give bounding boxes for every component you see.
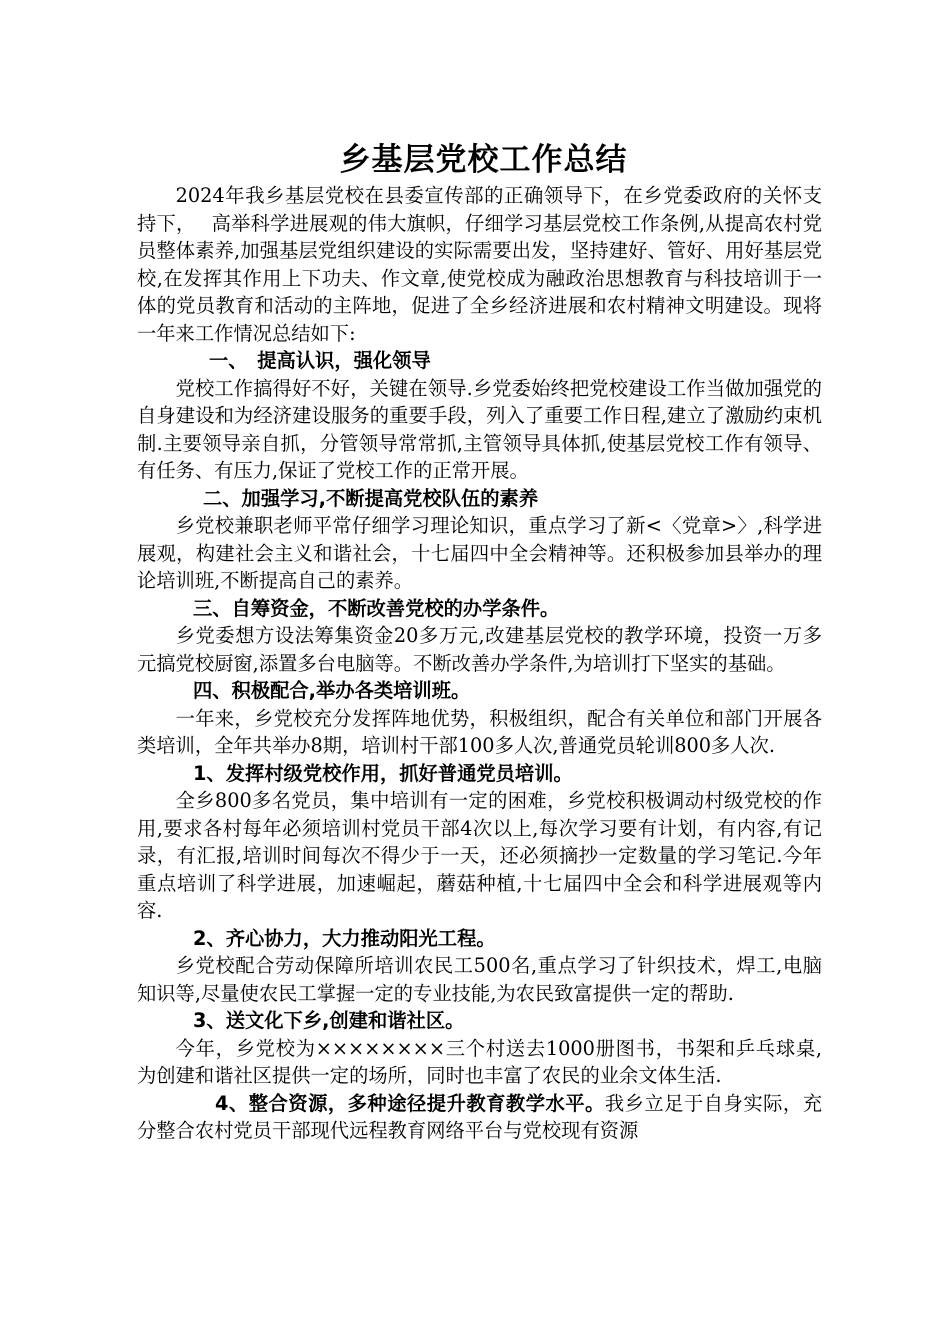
subsection-heading-1: 1、发挥村级党校作用，抓好普通党员培训。 (193, 761, 573, 785)
section-heading-1: 一、 提高认识，强化领导 (209, 349, 431, 372)
subsection-body-4: 我乡立足于自身实际，充分整合农村党员干部现代远程教育网络平台与党校现有资源 (137, 1091, 822, 1142)
document-title: 乡基层党校工作总结 (339, 142, 628, 178)
subsection-body-3: 今年，乡党校为××××××××三个村送去1000册图书，书架和乒乓球桌,为创建和谐社区提供一定的场所，同时也丰富了农民的业余文体生活. (137, 1036, 822, 1087)
section-heading-3: 三、自筹资金，不断改善党校的办学条件。 (193, 596, 560, 620)
section-body-4: 一年来，乡党校充分发挥阵地优势，积极组织，配合有关单位和部门开展各类培训，全年共举办8期，培训村干部100多人次,普通党员轮训800多人次. (137, 706, 822, 757)
section-heading-4: 四、积极配合,举办各类培训班。 (193, 679, 471, 702)
section-body-2: 乡党校兼职老师平常仔细学习理论知识，重点学习了新<〈党章>〉,科学进展观，构建社会主义和谐社会，十七届四中全会精神等。还积极参加县举办的理论培训班,不断提高自己的素养。 (137, 514, 822, 592)
subsection-body-2: 乡党校配合劳动保障所培训农民工500名,重点学习了针织技术，焊工,电脑知识等,尽量使农民工掌握一定的专业技能,为农民致富提供一定的帮助. (137, 954, 822, 1005)
subsection-heading-3: 3、送文化下乡,创建和谐社区。 (193, 1009, 465, 1032)
document-page (137, 138, 822, 1145)
subsection-4 (137, 1090, 822, 1145)
section-body-3: 乡党委想方设法筹集资金20多万元,改建基层党校的教学环境，投资一万多元搞党校厨窗,添置多台电脑等。不断改善办学条件,为培训打下坚实的基础。 (137, 624, 822, 675)
subsection-heading-4: 4、整合资源，多种途径提升教育教学水平。 (215, 1091, 605, 1115)
section-heading-2: 二、加强学习,不断提高党校队伍的素养 (203, 486, 539, 510)
section-body-1: 党校工作搞得好不好，关键在领导.乡党委始终把党校建设工作当做加强党的自身建设和为经济建设服务的重要手段，列入了重要工作日程,建立了激励约束机制.主要领导亲自抓，分管领导常常抓,主管领导具体抓,使基层党校工作有领导、有任务、有压力,保证了党校工作的正常开展。 (137, 376, 822, 482)
intro-paragraph: 2024年我乡基层党校在县委宣传部的正确领导下，在乡党委政府的关怀支持下， 高举科学进展观的伟大旗帜，仔细学习基层党校工作条例,从提高农村党员整体素养,加强基层党组织建设的实际需要出发，坚持建好、管好、用好基层党校,在发挥其作用上下功夫、作文章,使党校成为融政治思想教育与科技培训于一体的党员教育和活动的主阵地，促进了全乡经济进展和农村精神文明建设。现将一年来工作情况总结如下: (137, 184, 822, 345)
subsection-heading-2: 2、齐心协力，大力推动阳光工程。 (193, 926, 496, 950)
subsection-body-1: 全乡800多名党员，集中培训有一定的困难，乡党校积极调动村级党校的作用,要求各村每年必须培训村党员干部4次以上,每次学习要有计划，有内容,有记录，有汇报,培训时间每次不得少于一天，还必须摘抄一定数量的学习笔记.今年重点培训了科学进展，加速崛起，蘑菇种植,十七届四中全会和科学进展观等内容. (137, 789, 822, 922)
